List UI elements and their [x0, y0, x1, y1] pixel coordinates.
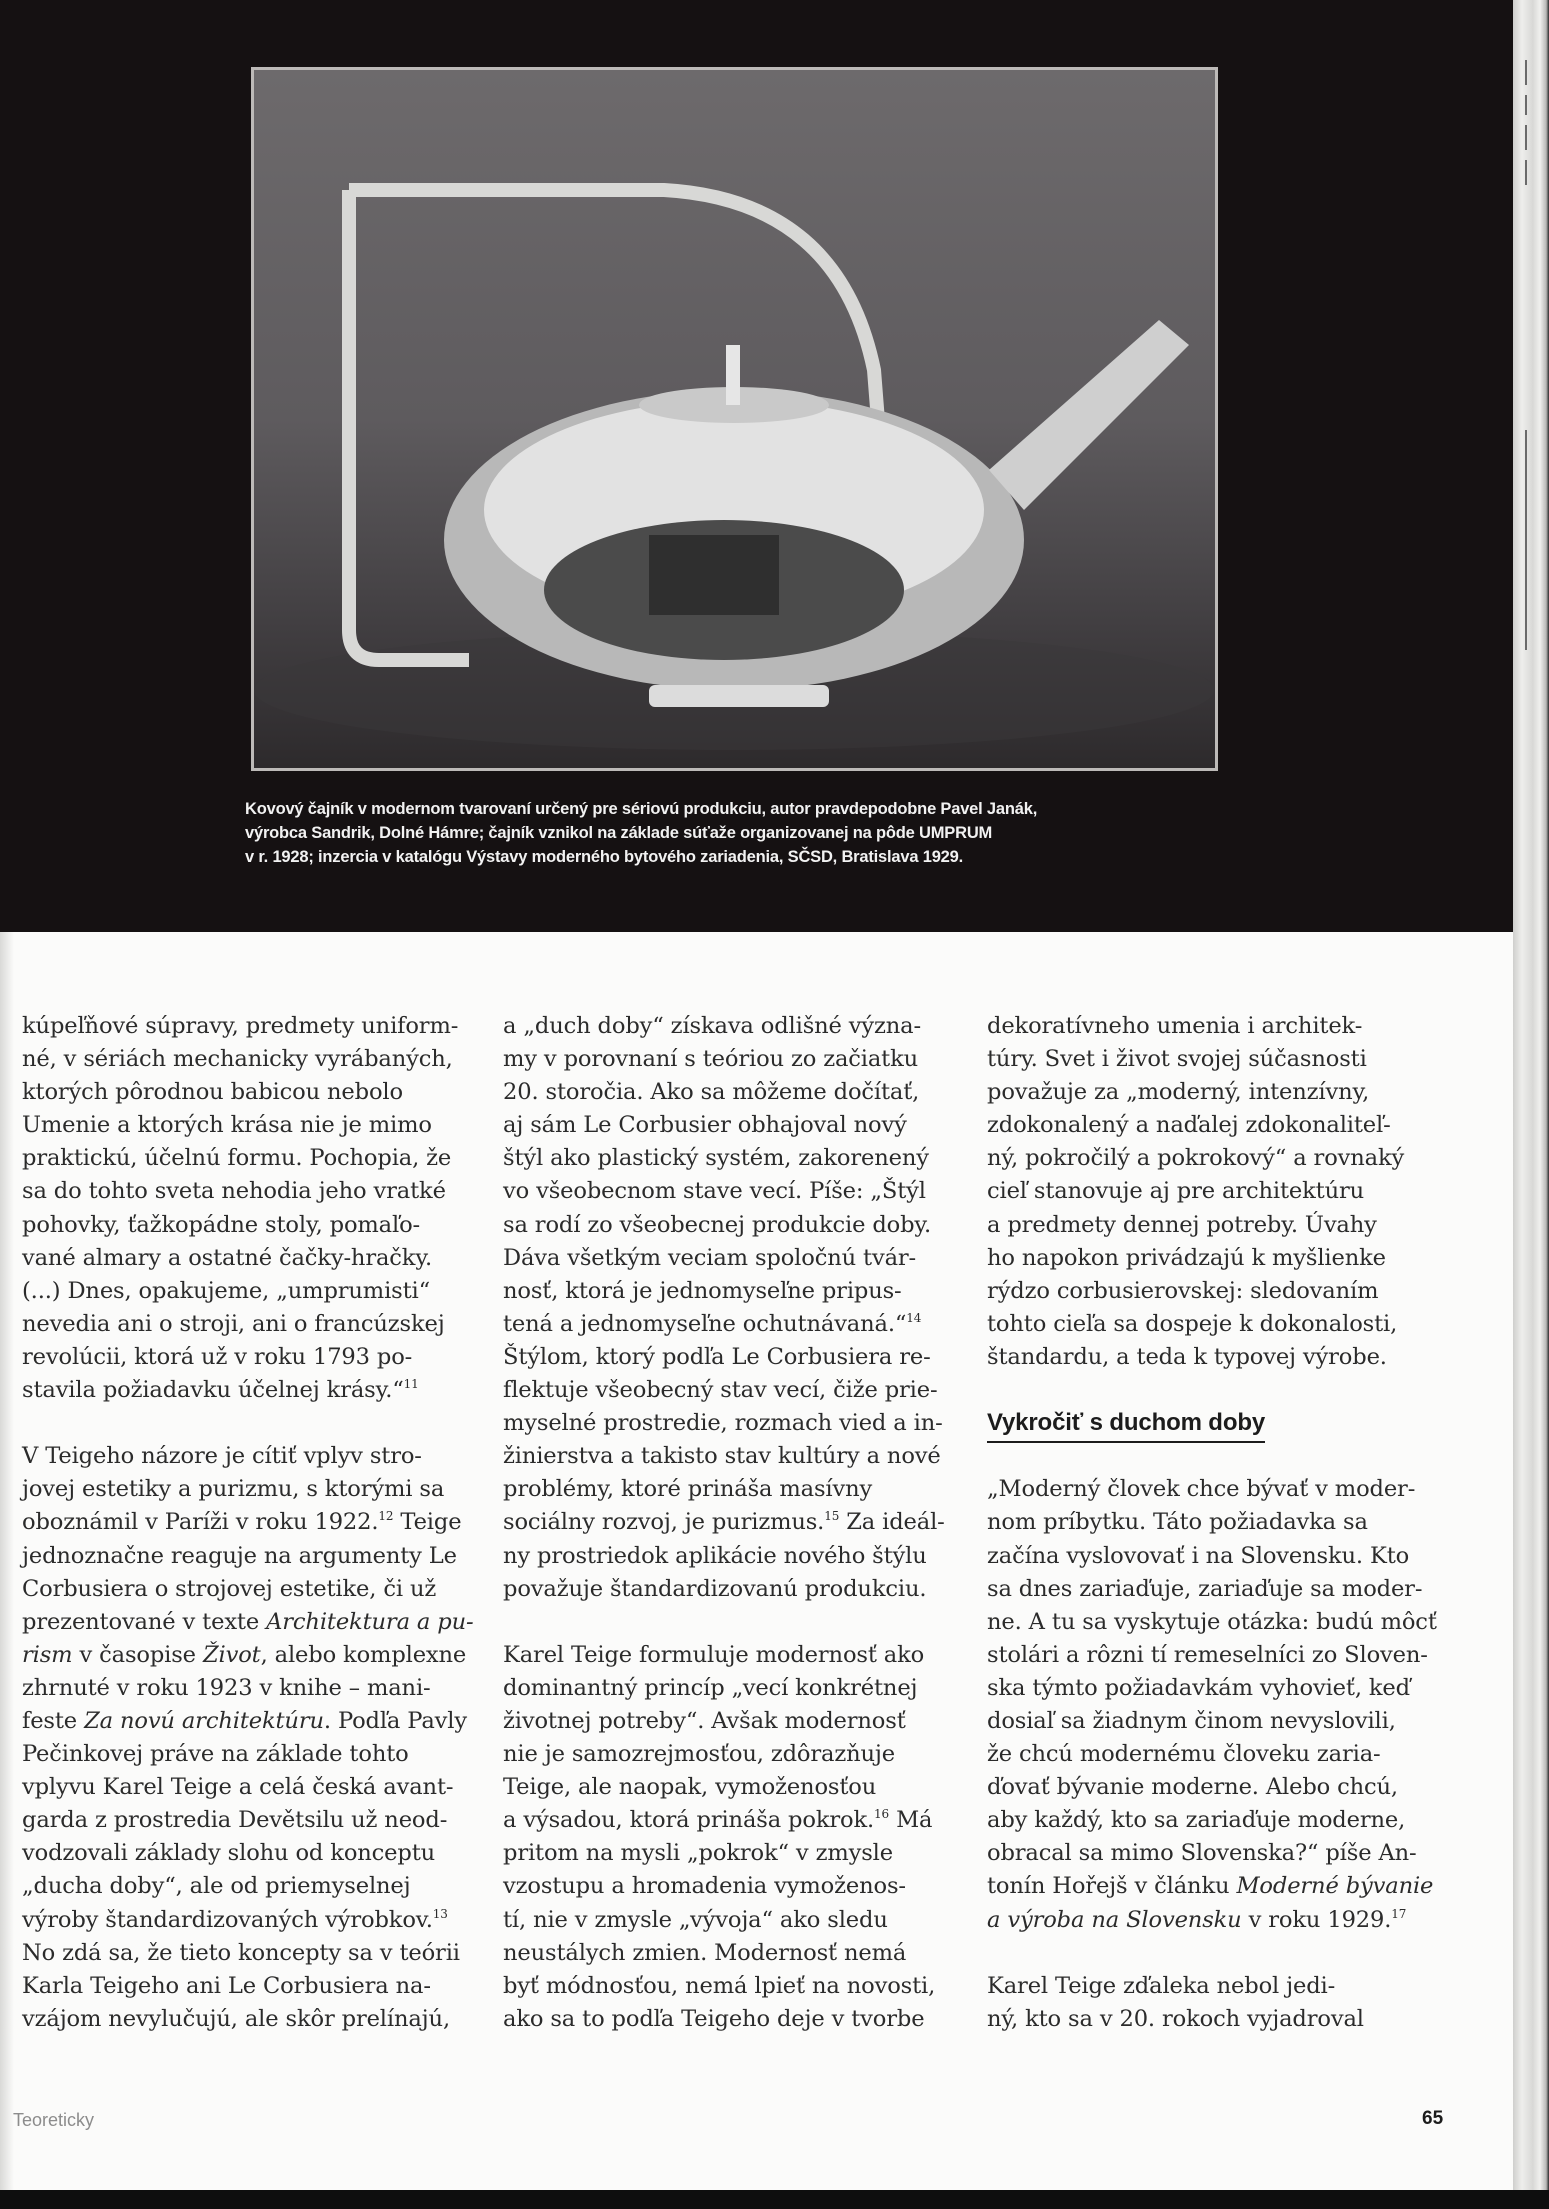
text-run: „Moderný človek chce bývať v moder-	[987, 1476, 1416, 1503]
text-line	[22, 1308, 497, 1341]
text-line	[22, 1341, 497, 1374]
text-run: dekoratívneho umenia i architek-	[987, 1013, 1363, 1039]
text-run: pritom na mysli „pokrok“ v zmysle	[503, 1840, 893, 1867]
text-run: Karla Teigeho ani Le Corbusiera na-	[22, 1972, 431, 1999]
text-line	[987, 1473, 1462, 1506]
paragraph-gap	[22, 1407, 497, 1440]
text-line	[22, 1573, 497, 1606]
text-run: nom príbytku. Táto požiadavka sa	[987, 1509, 1368, 1536]
text-line	[987, 1573, 1462, 1606]
text-run: Pečinkovej práve na základe tohto	[22, 1741, 409, 1768]
paragraph-gap	[503, 1606, 978, 1639]
footnote-marker: 14	[906, 1310, 922, 1325]
paragraph-gap	[987, 1374, 1462, 1407]
text-line	[987, 1837, 1462, 1870]
text-line	[987, 1308, 1462, 1341]
text-run: a výsadou, ktorá prináša pokrok.	[503, 1807, 875, 1834]
italic-title: rism	[22, 1641, 73, 1668]
text-run: nevedia ani o stroji, ani o francúzskej	[22, 1310, 445, 1337]
text-run: byť módnosťou, nemá lpieť na novosti,	[503, 1972, 936, 1999]
text-line	[22, 1076, 497, 1109]
text-run: kúpeľňové súpravy, predmety uniform-	[22, 1013, 459, 1039]
text-run: oboznámil v Paríži v roku 1922.	[22, 1509, 379, 1536]
text-run: prezentované v texte	[22, 1608, 267, 1635]
text-run: vo všeobecnom stave vecí. Píše: „Štýl	[503, 1178, 926, 1205]
text-run: Teige, ale naopak, vymoženosťou	[503, 1774, 877, 1801]
text-run: výroby štandardizovaných výrobkov.	[22, 1906, 433, 1933]
text-line	[22, 1904, 497, 1937]
text-line	[987, 1043, 1462, 1076]
text-line	[22, 1374, 497, 1407]
text-run: a „duch doby“ získava odlišné význa-	[503, 1013, 921, 1039]
text-line	[22, 1672, 497, 1705]
text-run: stavila požiadavku účelnej krásy.“	[22, 1377, 404, 1404]
text-line	[503, 1705, 978, 1738]
page-number: 65	[1422, 2108, 1444, 2129]
text-run: tená a jednomyseľne ochutnávaná.“	[503, 1310, 907, 1337]
text-line	[987, 1275, 1462, 1308]
footnote-marker: 13	[432, 1906, 448, 1921]
text-run: vplyvu Karel Teige a celá česká avant-	[22, 1774, 454, 1801]
text-run: sociálny rozvoj, je purizmus.	[503, 1509, 825, 1536]
text-run: (...) Dnes, opakujeme, „umprumisti“	[22, 1277, 431, 1304]
text-run: flektuje všeobecný stav vecí, čiže prie-	[503, 1377, 938, 1404]
running-footer-section: Teoreticky	[13, 2110, 95, 2130]
text-run: garda z prostredia Devětsilu už neod-	[22, 1807, 448, 1834]
text-line	[22, 1142, 497, 1175]
text-run: feste	[22, 1707, 85, 1734]
text-line	[987, 1970, 1462, 2003]
text-line	[503, 1010, 978, 1043]
text-line	[22, 2003, 497, 2036]
text-line	[503, 1970, 978, 2003]
text-run: jednoznačne reaguje na argumenty Le	[22, 1542, 457, 1569]
text-run: dosiaľ sa žiadnym činom nevyslovili,	[987, 1707, 1396, 1734]
text-line	[503, 1407, 978, 1440]
text-line	[22, 1242, 497, 1275]
text-run: ny prostriedok aplikácie nového štýlu	[503, 1542, 927, 1569]
caption-line: výrobca Sandrik, Dolné Hámre; čajník vznikol na základe súťaže organizovanej na pôde UMPRUM	[245, 824, 993, 842]
text-run: ný, kto sa v 20. rokoch vyjadroval	[987, 2005, 1364, 2032]
text-run: aby každý, kto sa zariaďuje moderne,	[987, 1807, 1406, 1834]
text-run: Karel Teige zďaleka nebol jedi-	[987, 1972, 1336, 1999]
text-line	[987, 1904, 1462, 1937]
text-line	[503, 1142, 978, 1175]
text-run: štýl ako plastický systém, zakorenený	[503, 1145, 929, 1172]
text-run: považuje štandardizovanú produkciu.	[503, 1575, 927, 1602]
text-line	[22, 1010, 497, 1043]
text-line	[503, 1341, 978, 1374]
text-line	[503, 1738, 978, 1771]
text-line	[503, 1242, 978, 1275]
text-line	[987, 1705, 1462, 1738]
italic-title: Život	[202, 1641, 261, 1668]
text-line	[503, 1804, 978, 1837]
text-line	[22, 1771, 497, 1804]
text-run: zdokonalený a naďalej zdokonaliteľ-	[987, 1112, 1391, 1139]
text-line	[503, 1870, 978, 1903]
caption-line: v r. 1928; inzercia v katalógu Výstavy moderného bytového zariadenia, SČSD, Bratislava 1929.	[245, 848, 964, 866]
text-line	[987, 1771, 1462, 1804]
text-run: revolúcii, ktorá už v roku 1793 po-	[22, 1343, 413, 1370]
text-line	[22, 1705, 497, 1738]
text-line	[987, 1142, 1462, 1175]
text-run: považuje za „moderný, intenzívny,	[987, 1079, 1370, 1106]
text-run: začína vyslovovať i na Slovensku. Kto	[987, 1542, 1410, 1569]
text-run: túry. Svet i život svojej súčasnosti	[987, 1046, 1367, 1073]
text-line	[987, 1175, 1462, 1208]
text-line	[503, 1275, 978, 1308]
text-line	[503, 1109, 978, 1142]
book-edge	[1513, 0, 1549, 2190]
text-line	[503, 1374, 978, 1407]
text-line	[22, 1738, 497, 1771]
text-run: stolári a rôzni tí remeselníci zo Sloven-	[987, 1641, 1428, 1668]
text-run: sa rodí zo všeobecnej produkcie doby.	[503, 1211, 932, 1238]
text-line	[503, 1175, 978, 1208]
text-line	[503, 1308, 978, 1341]
text-run: , alebo komplexne	[260, 1641, 467, 1668]
text-line	[22, 1175, 497, 1208]
text-run: dominantný princíp „vecí konkrétnej	[503, 1674, 918, 1701]
teapot-photo	[251, 67, 1218, 771]
text-line	[22, 1837, 497, 1870]
text-line	[503, 1639, 978, 1672]
italic-title: Za novú architektúru	[84, 1707, 324, 1734]
text-line	[503, 1904, 978, 1937]
text-run: cieľ stanovuje aj pre architektúru	[987, 1178, 1365, 1205]
text-run: né, v sériách mechanicky vyrábaných,	[22, 1046, 453, 1073]
text-line	[503, 1672, 978, 1705]
text-line	[503, 1506, 978, 1539]
footnote-marker: 12	[378, 1509, 394, 1524]
text-run: vzostupu a hromadenia vymoženos-	[503, 1873, 906, 1900]
text-column-3	[987, 1010, 1462, 2036]
text-line	[987, 1341, 1462, 1374]
text-run: aj sám Le Corbusier obhajoval nový	[503, 1112, 907, 1139]
text-line	[22, 1209, 497, 1242]
italic-title: Moderné bývanie	[1236, 1873, 1434, 1900]
section-heading: Vykročiť s duchom doby	[987, 1408, 1265, 1443]
text-run: vodzovali základy slohu od konceptu	[22, 1840, 436, 1867]
text-line	[22, 1970, 497, 2003]
text-run: štandardu, a teda k typovej výrobe.	[987, 1343, 1387, 1370]
text-run: my v porovnaní s teóriou zo začiatku	[503, 1046, 919, 1073]
text-run: Za ideál-	[839, 1509, 945, 1536]
text-line	[503, 1209, 978, 1242]
text-line	[987, 2003, 1462, 2036]
text-run: Umenie a ktorých krása nie je mimo	[22, 1112, 432, 1139]
text-run: Dáva všetkým veciam spoločnú tvár-	[503, 1244, 917, 1271]
text-line	[987, 1010, 1462, 1043]
paragraph-gap	[987, 1440, 1462, 1473]
text-run: žinierstva a takisto stav kultúry a nové	[503, 1443, 941, 1470]
text-line	[22, 1275, 497, 1308]
text-run: ďovať bývanie moderne. Alebo chcú,	[987, 1774, 1398, 1801]
text-run: v roku 1929.	[1241, 1906, 1392, 1933]
text-run: jovej estetiky a purizmu, s ktorými sa	[22, 1476, 445, 1503]
paragraph-gap	[987, 1937, 1462, 1970]
text-line	[22, 1870, 497, 1903]
text-run: že chcú modernému človeku zaria-	[987, 1741, 1381, 1768]
text-column-1	[22, 1010, 497, 2036]
text-line	[503, 1573, 978, 1606]
text-run: sa do tohto sveta nehodia jeho vratké	[22, 1178, 446, 1205]
text-run: tohto cieľa sa dospeje k dokonalosti,	[987, 1310, 1398, 1337]
caption-line: Kovový čajník v modernom tvarovaní určený pre sériovú produkciu, autor pravdepodobne Pavel Janák,	[245, 800, 1038, 818]
text-run: praktickú, účelnú formu. Pochopia, že	[22, 1145, 452, 1172]
text-line	[503, 1937, 978, 1970]
text-run: tonín Hořejš v článku	[987, 1873, 1237, 1900]
text-run: Štýlom, ktorý podľa Le Corbusiera re-	[503, 1343, 931, 1370]
text-line	[22, 1506, 497, 1539]
text-run: Corbusiera o strojovej estetike, či už	[22, 1575, 437, 1602]
text-line	[503, 1837, 978, 1870]
text-line	[22, 1440, 497, 1473]
text-run: a predmety dennej potreby. Úvahy	[987, 1211, 1377, 1238]
text-run: V Teigeho názore je cítiť vplyv stro-	[22, 1443, 422, 1470]
text-run: obracal sa mimo Slovenska?“ píše An-	[987, 1840, 1417, 1867]
scan-bottom-edge	[0, 2190, 1549, 2209]
teapot-illustration	[254, 70, 1215, 768]
text-run: myselné prostredie, rozmach vied a in-	[503, 1410, 943, 1437]
text-line	[22, 1937, 497, 1970]
text-run: ne. A tu sa vyskytuje otázka: budú môcť	[987, 1608, 1437, 1635]
text-line	[987, 1870, 1462, 1903]
text-run: sa dnes zariaďuje, zariaďuje sa moder-	[987, 1575, 1423, 1602]
text-run: zhrnuté v roku 1923 v knihe – mani-	[22, 1674, 431, 1701]
text-line	[987, 1109, 1462, 1142]
text-run: Teige	[393, 1509, 462, 1536]
text-line	[503, 2003, 978, 2036]
text-line	[987, 1672, 1462, 1705]
text-run: v časopise	[72, 1641, 203, 1668]
text-line	[987, 1242, 1462, 1275]
section-heading-row	[987, 1407, 1462, 1440]
text-run: ho napokon privádzajú k myšlienke	[987, 1244, 1386, 1271]
text-line	[503, 1043, 978, 1076]
footnote-marker: 11	[403, 1377, 419, 1392]
text-line	[22, 1804, 497, 1837]
italic-title: Architektura a pu-	[266, 1608, 474, 1635]
text-run: No zdá sa, že tieto koncepty sa v teórii	[22, 1939, 460, 1966]
text-line	[22, 1043, 497, 1076]
text-line	[22, 1639, 497, 1672]
italic-title: a výroba na Slovensku	[987, 1906, 1242, 1933]
figure-caption	[245, 797, 1205, 869]
text-line	[22, 1473, 497, 1506]
text-run: ako sa to podľa Teigeho deje v tvorbe	[503, 2005, 925, 2032]
text-line	[503, 1440, 978, 1473]
text-line	[503, 1540, 978, 1573]
text-line	[987, 1804, 1462, 1837]
text-line	[987, 1506, 1462, 1539]
text-line	[22, 1109, 497, 1142]
page-gutter-shadow	[0, 932, 14, 2190]
text-run: ska týmto požiadavkám vyhovieť, keď	[987, 1674, 1410, 1701]
text-line	[503, 1076, 978, 1109]
text-column-2	[503, 1010, 978, 2036]
text-run: vané almary a ostatné čačky-hračky.	[22, 1244, 432, 1271]
text-run: tí, nie v zmysle „vývoja“ ako sledu	[503, 1906, 888, 1933]
text-run: 20. storočia. Ako sa môžeme dočítať,	[503, 1079, 920, 1106]
text-line	[503, 1473, 978, 1506]
text-run: ný, pokročilý a pokrokový“ a rovnaký	[987, 1145, 1405, 1172]
text-run: ktorých pôrodnou babicou nebolo	[22, 1079, 403, 1106]
text-run: Karel Teige formuluje modernosť ako	[503, 1641, 925, 1668]
text-line	[987, 1606, 1462, 1639]
text-line	[987, 1639, 1462, 1672]
text-line	[987, 1076, 1462, 1109]
text-line	[987, 1209, 1462, 1242]
text-run: neustálych zmien. Modernosť nemá	[503, 1939, 907, 1966]
text-run: problémy, ktoré prináša masívny	[503, 1476, 873, 1503]
text-run: životnej potreby“. Avšak modernosť	[503, 1707, 906, 1734]
text-line	[22, 1606, 497, 1639]
text-run: nosť, ktorá je jednomyseľne pripus-	[503, 1277, 902, 1304]
text-run: . Podľa Pavly	[323, 1707, 467, 1734]
text-run: Má	[889, 1807, 933, 1834]
text-line	[503, 1771, 978, 1804]
text-run: pohovky, ťažkopádne stoly, pomaľo-	[22, 1211, 421, 1238]
footnote-marker: 15	[824, 1509, 840, 1524]
text-line	[22, 1540, 497, 1573]
text-run: „ducha doby“, ale od priemyselnej	[22, 1873, 411, 1900]
text-line	[987, 1738, 1462, 1771]
text-run: nie je samozrejmosťou, zdôrazňuje	[503, 1741, 895, 1768]
text-run: vzájom nevylučujú, ale skôr prelínajú,	[22, 2005, 450, 2032]
footnote-marker: 16	[874, 1807, 890, 1822]
text-line	[987, 1540, 1462, 1573]
footnote-marker: 17	[1391, 1906, 1407, 1921]
text-run: rýdzo corbusierovskej: sledovaním	[987, 1277, 1379, 1304]
